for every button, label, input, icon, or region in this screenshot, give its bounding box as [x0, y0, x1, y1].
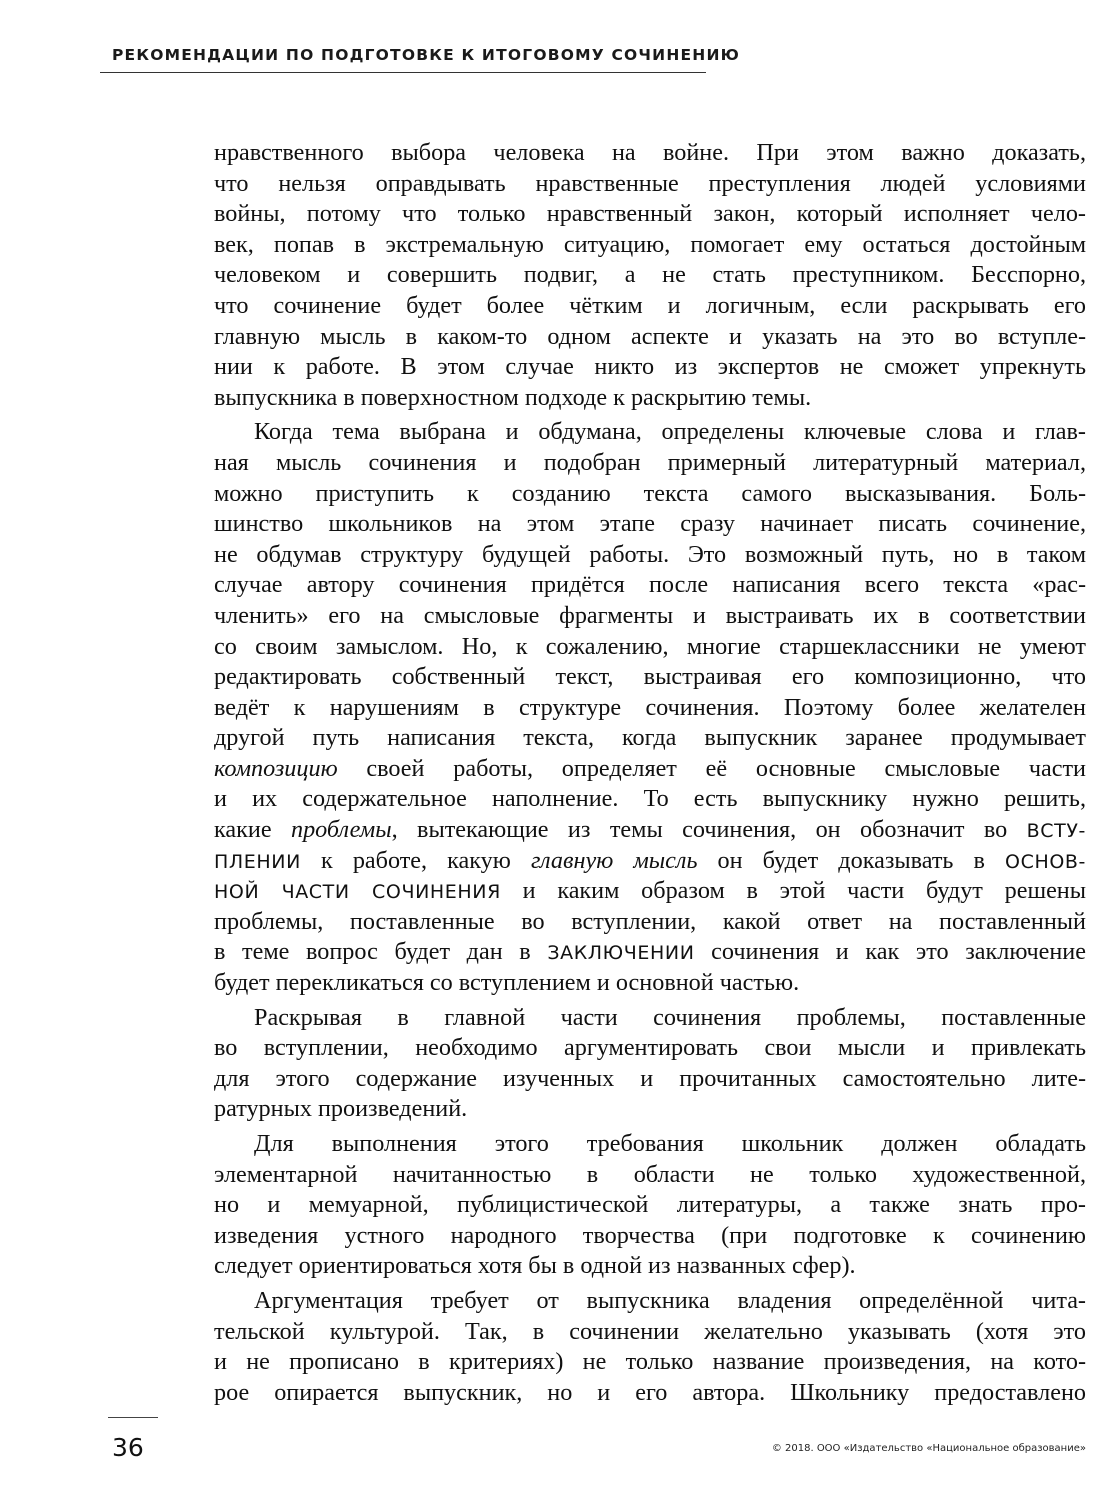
paragraph-2 [214, 417, 1086, 998]
text-line: проблемы, поставленные во вступлении, какой ответ на поставленный [214, 907, 1086, 935]
text-run: к работе, какую [300, 846, 531, 874]
footer-rule [108, 1417, 158, 1418]
copyright-notice: © 2018. ООО «Издательство «Национальное образование» [771, 1443, 1086, 1454]
text-line: войны, потому что только нравственный закон, который исполняет чело- [214, 200, 1086, 228]
text-line: ратурных произведений. [214, 1095, 468, 1123]
text-line [214, 815, 1086, 846]
text-line: что нельзя оправдывать нравственные преступления людей условиями [214, 169, 1086, 197]
text-line: можно приступить к созданию текста самого высказывания. Боль- [214, 479, 1086, 507]
emphasis-text: композицию [214, 754, 338, 782]
text-line: Когда тема выбрана и обдумана, определены ключевые слова и глав- [254, 418, 1086, 446]
emphasis-text: проблемы [290, 816, 392, 844]
text-line: шинство школьников на этом этапе сразу начинает писать сочинение, [214, 510, 1086, 538]
text-line: главную мысль в каком-то одном аспекте и указать на это во вступле- [214, 322, 1086, 350]
text-line: Для выполнения этого требования школьник должен обладать [254, 1130, 1086, 1157]
text-run: , вытекающие из темы сочинения, он обозначит во [391, 816, 1027, 844]
text-line: ная мысль сочинения и подобран примерный литературный материал, [214, 448, 1086, 476]
header-rule [100, 72, 706, 73]
text-line: Аргументация требует от выпускника владения определённой чита- [254, 1286, 1086, 1314]
text-line: случае автору сочинения придётся после написания всего текста «рас- [214, 571, 1086, 599]
text-line: Раскрывая в главной части сочинения проблемы, поставленные [254, 1003, 1086, 1031]
text-line [214, 846, 1086, 877]
paragraph-1 [214, 138, 1086, 413]
small-caps-term: ЗАКЛЮЧЕНИИ [547, 942, 695, 965]
text-line: ведёт к нарушениям в структуре сочинения. Поэтому более желателен [214, 693, 1086, 721]
text-run: он будет доказывать в [697, 846, 1006, 874]
text-line: и их содержательное наполнение. То есть выпускнику нужно решить, [214, 785, 1086, 813]
text-line: для этого содержание изученных и прочитанных самостоятельно лите- [214, 1064, 1086, 1092]
paragraph-5 [214, 1286, 1086, 1408]
text-line: нравственного выбора человека на войне. При этом важно доказать, [214, 139, 1086, 166]
page-number: 36 [112, 1433, 144, 1462]
text-line: следует ориентироваться хотя бы в одной из названных сфер). [214, 1252, 856, 1280]
text-line: век, попав в экстремальную ситуацию, помогает ему остаться достойным [214, 230, 1086, 258]
small-caps-term: ВСТУ- [1026, 820, 1086, 843]
text-line: тельской культурой. Так, в сочинении желательно указывать (хотя это [214, 1317, 1086, 1345]
emphasis-text: главную мысль [530, 846, 698, 874]
text-line [214, 754, 1086, 785]
text-run: своей работы, определяет её основные смысловые части [337, 754, 1086, 782]
text-line: человеком и совершить подвиг, а не стать преступником. Бесспорно, [214, 261, 1086, 289]
text-line: редактировать собственный текст, выстраивая его композиционно, что [214, 663, 1086, 691]
paragraph-4 [214, 1129, 1086, 1282]
paragraph-3 [214, 1003, 1086, 1125]
small-caps-term: НОЙ ЧАСТИ СОЧИНЕНИЯ [214, 881, 501, 904]
body-text [214, 138, 1086, 1408]
text-line: со своим замыслом. Но, к сожалению, многие старшеклассники не умеют [214, 632, 1086, 660]
text-run: в теме вопрос будет дан в [214, 938, 548, 966]
running-head-title: РЕКОМЕНДАЦИИ ПО ПОДГОТОВКЕ К ИТОГОВОМУ СОЧИНЕНИЮ [112, 46, 741, 64]
text-line [214, 937, 1086, 968]
small-caps-term: ОСНОВ- [1005, 850, 1086, 873]
text-line: будет перекликаться со вступлением и основной частью. [214, 969, 800, 997]
small-caps-term: ПЛЕНИИ [214, 850, 301, 873]
text-line: нии к работе. В этом случае никто из экспертов не сможет упрекнуть [214, 353, 1086, 381]
text-line: во вступлении, необходимо аргументировать свои мысли и привлекать [214, 1034, 1086, 1062]
text-line: членить» его на смысловые фрагменты и выстраивать их в соответствии [214, 601, 1086, 629]
text-line: что сочинение будет более чётким и логичным, если раскрывать его [214, 291, 1086, 319]
text-line: изведения устного народного творчества (при подготовке к сочинению [214, 1221, 1086, 1249]
text-line: рое опирается выпускник, но и его автора. Школьнику предоставлено [214, 1378, 1086, 1406]
text-run: и каким образом в этой части будут решены [500, 877, 1087, 905]
text-line: элементарной начитанностью в области не только художественной, [214, 1160, 1086, 1188]
text-line: но и мемуарной, публицистической литературы, а также знать про- [214, 1191, 1086, 1219]
text-line: выпускника в поверхностном подходе к раскрытию темы. [214, 383, 812, 411]
text-line [214, 876, 1086, 907]
text-line: и не прописано в критериях) не только название произведения, на кото- [214, 1348, 1086, 1376]
text-run: сочинения и как это заключение [694, 938, 1086, 966]
text-run: какие [214, 816, 291, 844]
text-line: не обдумав структуру будущей работы. Это возможный путь, но в таком [214, 540, 1086, 568]
text-line: другой путь написания текста, когда выпускник заранее продумывает [214, 724, 1086, 752]
